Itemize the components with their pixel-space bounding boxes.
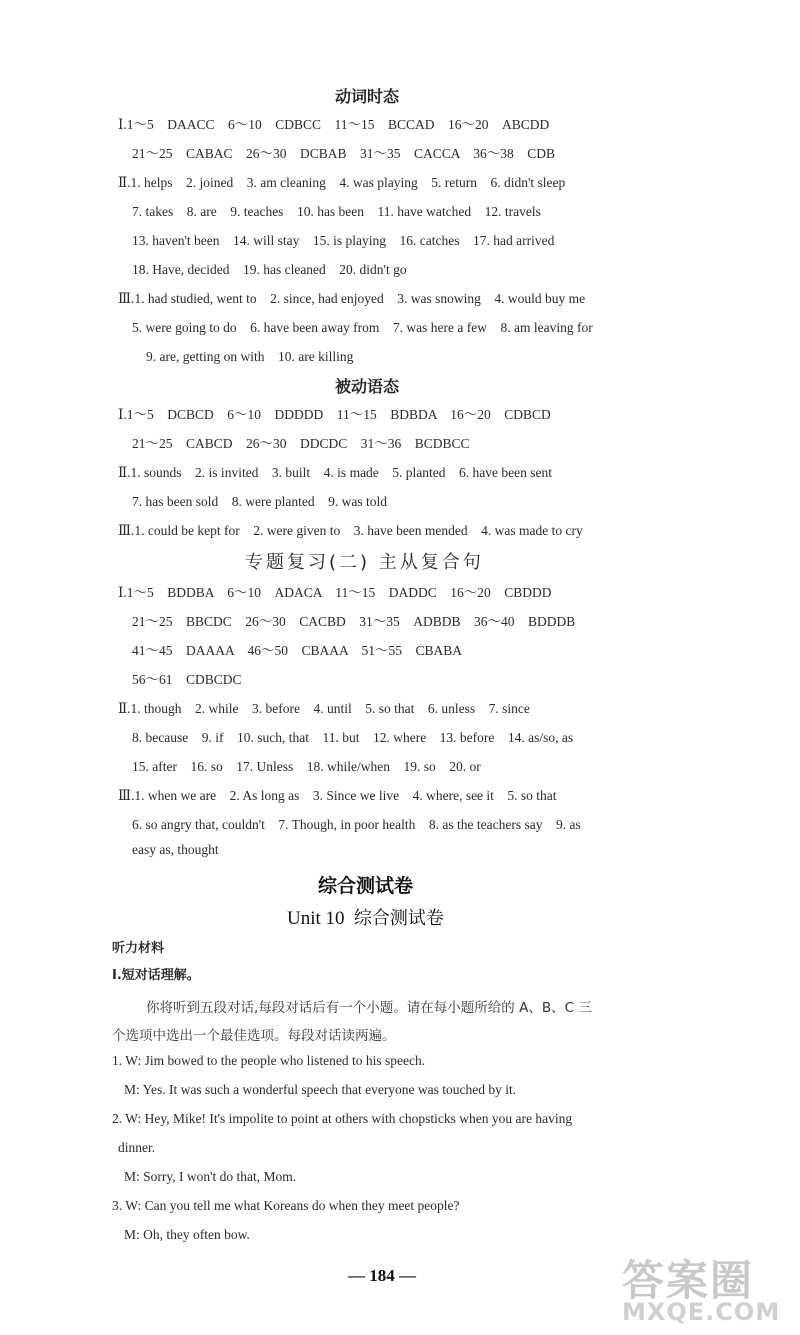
answer-line: 8. because 9. if 10. such, that 11. but 12. where 13. before 14. as/so, as: [132, 730, 574, 745]
unit-title-cn: 综合测试卷: [353, 908, 444, 929]
dialogue-line: M: Sorry, I won't do that, Mom.: [124, 1169, 297, 1184]
answer-line: 5. were going to do 6. have been away from 7. was here a few 8. am leaving for: [132, 320, 593, 335]
dialogue-line: 1. W: Jim bowed to the people who listened to his speech.: [112, 1053, 426, 1068]
answer-line: Ⅱ.1. helps 2. joined 3. am cleaning 4. was playing 5. return 6. didn't sleep: [118, 175, 566, 190]
answer-line: 6. so angry that, couldn't 7. Though, in poor health 8. as the teachers say 9. as: [132, 817, 581, 832]
answer-line: Ⅲ.1. had studied, went to 2. since, had enjoyed 3. was snowing 4. would buy me: [118, 291, 586, 306]
answer-line: Ⅱ.1. though 2. while 3. before 4. until 5. so that 6. unless 7. since: [118, 701, 530, 716]
watermark-cn: 答案圈: [622, 1256, 755, 1305]
answer-line: Ⅱ.1. sounds 2. is invited 3. built 4. is made 5. planted 6. have been sent: [118, 465, 552, 480]
unit-title-en: Unit 10: [287, 908, 345, 929]
part1-label: Ⅰ.短对话理解。: [112, 968, 200, 983]
section-title-comprehensive: 综合测试卷: [318, 875, 414, 897]
answer-line: Ⅲ.1. could be kept for 2. were given to 3. have been mended 4. was made to cry: [118, 523, 583, 538]
watermark-logo: [622, 1248, 792, 1330]
section-title-passive: 被动语态: [335, 377, 400, 396]
answer-line: 18. Have, decided 19. has cleaned 20. didn't go: [132, 262, 407, 277]
section-title-topic-review: 专题复习(二) 主从复合句: [245, 552, 484, 573]
answer-line: Ⅲ.1. when we are 2. As long as 3. Since we live 4. where, see it 5. so that: [118, 788, 557, 803]
answer-line: 9. are, getting on with 10. are killing: [146, 349, 354, 364]
answer-line: 15. after 16. so 17. Unless 18. while/when 19. so 20. or: [132, 759, 481, 774]
answer-line: 7. has been sold 8. were planted 9. was told: [132, 494, 387, 509]
answer-line: 21～25 CABCD 26～30 DDCDC 31～36 BCDBCC: [132, 436, 470, 451]
watermark-url: MXQE.COM: [622, 1298, 781, 1326]
dialogue-line: 2. W: Hey, Mike! It's impolite to point at others with chopsticks when you are having: [112, 1111, 573, 1126]
instruction-line: 个选项中选出一个最佳选项。每段对话读两遍。: [112, 1028, 396, 1044]
page-number: — 184 —: [348, 1266, 416, 1285]
dialogue-line: M: Oh, they often bow.: [124, 1227, 250, 1242]
dialogue-line: M: Yes. It was such a wonderful speech that everyone was touched by it.: [124, 1082, 517, 1097]
answer-line: 7. takes 8. are 9. teaches 10. has been 11. have watched 12. travels: [132, 204, 541, 219]
answer-line: Ⅰ.1～5 BDDBA 6～10 ADACA 11～15 DADDC 16～20 CBDDD: [118, 585, 552, 600]
answer-line: 13. haven't been 14. will stay 15. is playing 16. catches 17. had arrived: [132, 233, 555, 248]
dialogue-line: dinner.: [118, 1140, 156, 1155]
answer-line: Ⅰ.1～5 DAACC 6～10 CDBCC 11～15 BCCAD 16～20 ABCDD: [118, 117, 550, 132]
answer-line: 21～25 BBCDC 26～30 CACBD 31～35 ADBDB 36～40 BDDDB: [132, 614, 576, 629]
dialogue-line: 3. W: Can you tell me what Koreans do when they meet people?: [112, 1198, 460, 1213]
answer-line: 56～61 CDBCDC: [132, 672, 242, 687]
answer-line: easy as, thought: [132, 842, 219, 857]
answer-line: 21～25 CABAC 26～30 DCBAB 31～35 CACCA 36～38 CDB: [132, 146, 556, 161]
answer-line: Ⅰ.1～5 DCBCD 6～10 DDDDD 11～15 BDBDA 16～20 CDBCD: [118, 407, 551, 422]
unit-title: [287, 904, 444, 930]
answer-line: 41～45 DAAAA 46～50 CBAAA 51～55 CBABA: [132, 643, 463, 658]
instruction-line: 你将听到五段对话,每段对话后有一个小题。请在每小题所给的 A、B、C 三: [146, 1000, 592, 1016]
listening-label: 听力材料: [112, 941, 165, 956]
section-title-verb-tense: 动词时态: [335, 87, 400, 106]
